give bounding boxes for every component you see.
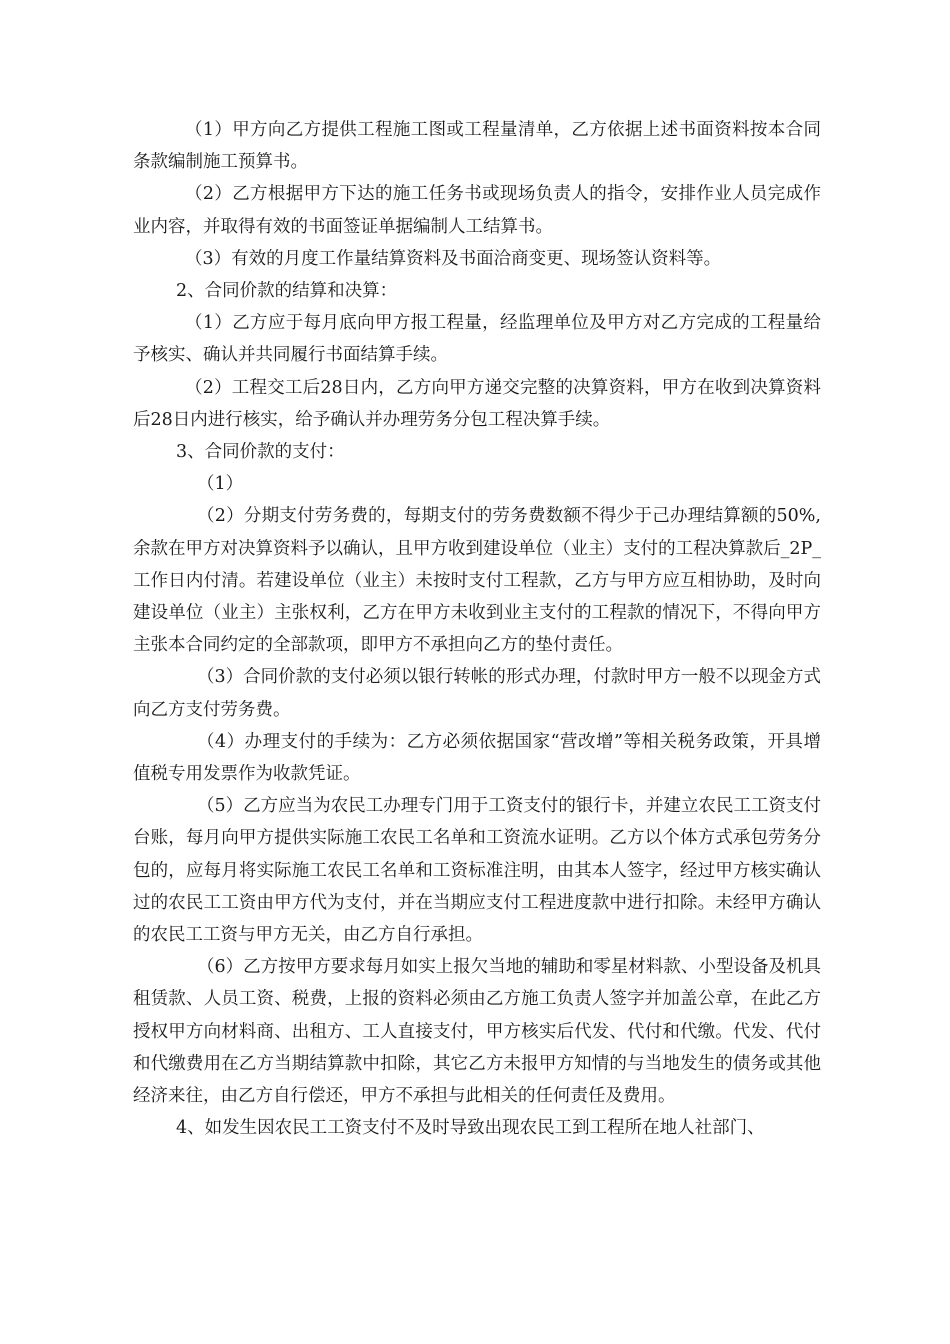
paragraph-3-2: （2）分期支付劳务费的，每期支付的劳务费数额不得少于己办理结算额的50%,余款在甲方对决算资料予以确认，且甲方收到建设单位（业主）支付的工程决算款后_2P_工作日内付清。若建设单位（业主）未按时支付工程款，乙方与甲方应互相协助，及时向建设单位（业主）主张权利，乙方在甲方未收到业主支付的工程款的情况下，不得向甲方主张本合同约定的全部款项，即甲方不承担向乙方的垫付责任。 — [133, 506, 821, 656]
paragraph-1-2: （2）乙方根据甲方下达的施工任务书或现场负责人的指令，安排作业人员完成作业内容，并取得有效的书面签证单据编制人工结算书。 — [133, 184, 821, 237]
section-heading-3: 3、合同价款的支付： — [176, 442, 345, 463]
paragraph-2-2: （2）工程交工后28日内，乙方向甲方递交完整的决算资料，甲方在收到决算资料后28日内进行核实，给予确认并办理劳务分包工程决算手续。 — [133, 377, 821, 430]
paragraph-3-5: （5）乙方应当为农民工办理专门用于工资支付的银行卡，并建立农民工工资支付台账，每月向甲方提供实际施工农民工名单和工资流水证明。乙方以个体方式承包劳务分包的，应每月将实际施工农民工名单和工资标准注明，由其本人签字，经过甲方核实确认过的农民工工资由甲方代为支付，并在当期应支付工程进度款中进行扣除。未经甲方确认的农民工工资与甲方无关，由乙方自行承担。 — [133, 796, 821, 946]
paragraph-3-3: （3）合同价款的支付必须以银行转帐的形式办理，付款时甲方一般不以现金方式向乙方支付劳务费。 — [133, 667, 821, 720]
paragraph-3-4: （4）办理支付的手续为：乙方必须依据国家“营改增”等相关税务政策，开具增值税专用发票作为收款凭证。 — [133, 731, 821, 785]
paragraph-2-1: （1）乙方应于每月底向甲方报工程量，经监理单位及甲方对乙方完成的工程量给予核实、确认并共同履行书面结算手续。 — [133, 313, 821, 366]
paragraph-1-3: （3）有效的月度工作量结算资料及书面洽商变更、现场签认资料等。 — [185, 248, 722, 269]
paragraph-1-1: （1）甲方向乙方提供工程施工图或工程量清单，乙方依据上述书面资料按本合同条款编制施工预算书。 — [133, 120, 821, 173]
section-heading-2: 2、合同价款的结算和决算： — [176, 281, 398, 302]
paragraph-3-6: （6）乙方按甲方要求每月如实上报欠当地的辅助和零星材料款、小型设备及机具租赁款、人员工资、税费，上报的资料必须由乙方施工负责人签字并加盖公章，在此乙方授权甲方向材料商、出租方、工人直接支付，甲方核实后代发、代付和代缴。代发、代付和代缴费用在乙方当期结算款中扣除，其它乙方未报甲方知情的与当地发生的债务或其他经济来往，由乙方自行偿还，甲方不承担与此相关的任何责任及费用。 — [133, 957, 821, 1107]
section-heading-4: 4、如发生因农民工工资支付不及时导致出现农民工到工程所在地人社部门、 — [176, 1118, 765, 1139]
paragraph-3-1: （1） — [197, 474, 244, 495]
document-page — [133, 114, 821, 1145]
